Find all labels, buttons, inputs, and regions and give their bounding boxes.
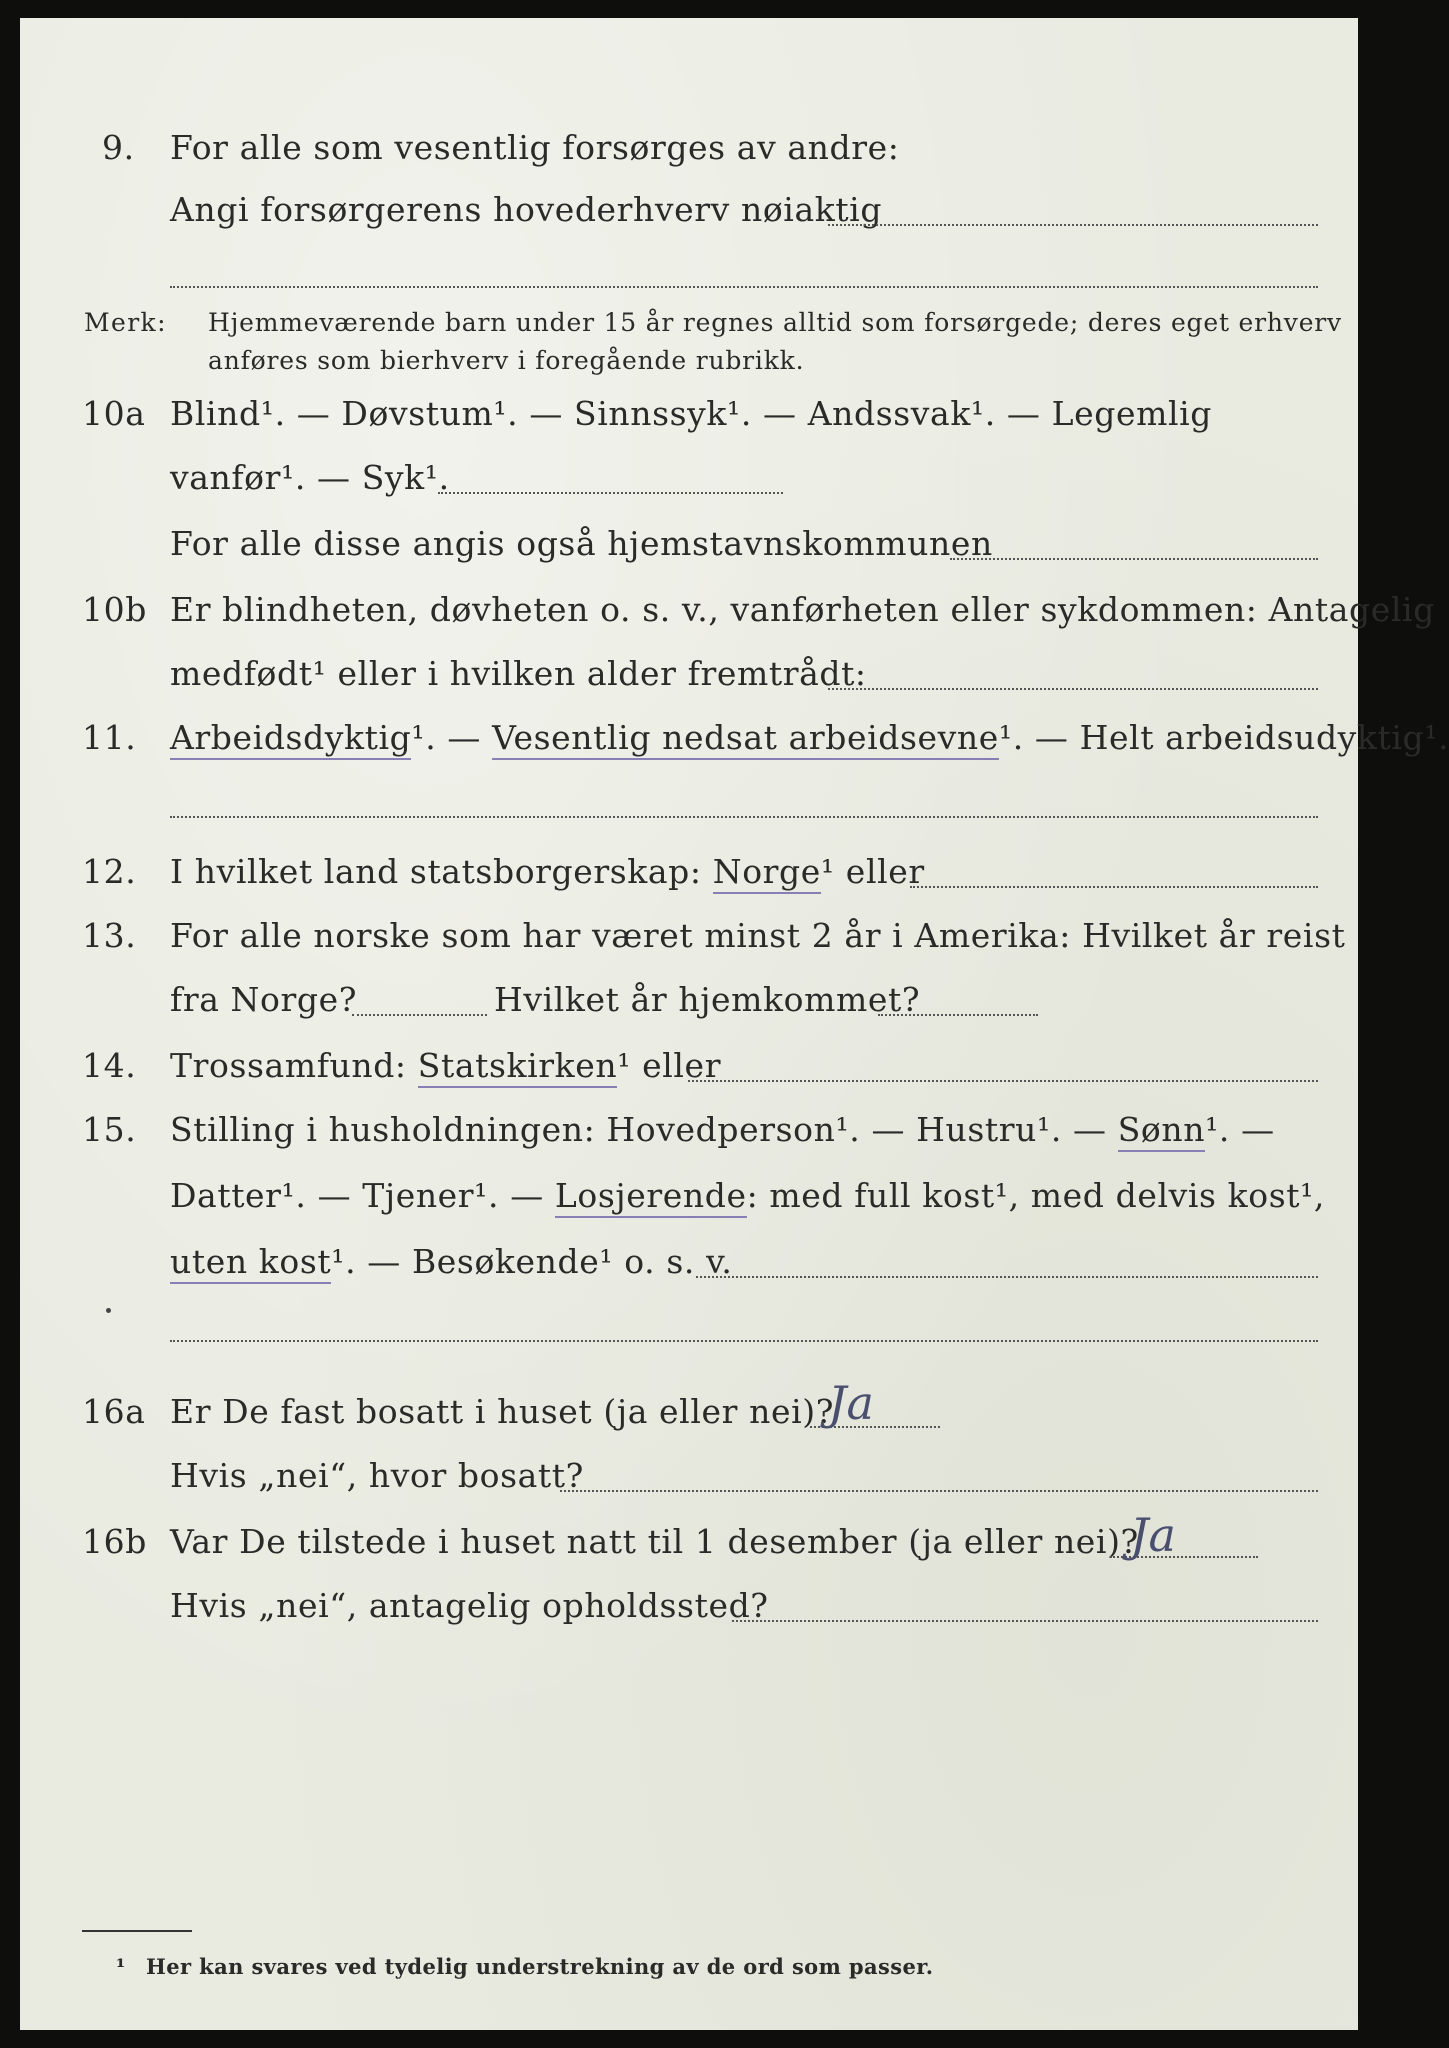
- q16a-line2: Hvis „nei“, hvor bosatt?: [170, 1456, 584, 1495]
- q15-line3b: ¹. — Besøkende¹ o. s. v.: [331, 1242, 733, 1281]
- q12-line: [170, 852, 925, 892]
- footnote-text: Her kan svares ved tydelig understrekning av de ord som passer.: [146, 1954, 934, 1979]
- q13-line2b: Hvilket år hjemkommet?: [494, 980, 921, 1019]
- q9-answer-line[interactable]: [828, 224, 1318, 226]
- q14-pre: Trossamfund:: [170, 1046, 418, 1085]
- q16b-whereabouts-line[interactable]: [732, 1620, 1318, 1622]
- q15-line3: [170, 1242, 732, 1282]
- q15-option-sonn[interactable]: Sønn: [1118, 1110, 1205, 1152]
- q11-number: 11.: [82, 718, 137, 757]
- q12-post: ¹ eller: [820, 852, 925, 891]
- q10b-line2: medfødt¹ eller i hvilken alder fremtrådt:: [170, 654, 867, 693]
- q10a-number: 10a: [82, 394, 146, 433]
- q14-option-statskirken[interactable]: Statskirken: [418, 1046, 617, 1088]
- q10a-answer-line[interactable]: [438, 492, 783, 494]
- q9-line1: For alle som vesentlig forsørges av andre:: [170, 128, 900, 167]
- q15-line1b: ¹. —: [1205, 1110, 1275, 1149]
- q11-option-nedsat[interactable]: Vesentlig nedsat arbeidsevne: [492, 718, 999, 760]
- q12-pre: I hvilket land statsborgerskap:: [170, 852, 713, 891]
- q13-number: 13.: [82, 916, 137, 955]
- q10b-number: 10b: [82, 590, 147, 629]
- q15-answer-line-2[interactable]: [170, 1340, 1318, 1342]
- merk-label: Merk:: [84, 308, 167, 337]
- q13-line2a: fra Norge?: [170, 980, 358, 1019]
- q15-option-losjerende[interactable]: Losjerende: [555, 1176, 747, 1218]
- q16a-line1: Er De fast bosatt i huset (ja eller nei)?: [170, 1392, 834, 1431]
- q11-rest: ¹. — Helt arbeidsudyktig¹.: [998, 718, 1449, 757]
- q13-line1: For alle norske som har været minst 2 år i Amerika: Hvilket år reist: [170, 916, 1346, 955]
- footnote-rule: [82, 1930, 192, 1932]
- q15-option-uten-kost[interactable]: uten kost: [170, 1242, 331, 1284]
- q10a-line1: Blind¹. — Døvstum¹. — Sinnssyk¹. — Andssvak¹. — Legemlig: [170, 394, 1213, 433]
- q15-number: 15.: [82, 1110, 137, 1149]
- q12-option-norge[interactable]: Norge: [713, 852, 821, 894]
- q10b-line1: Er blindheten, døvheten o. s. v., vanførheten eller sykdommen: Antagelig: [170, 590, 1435, 629]
- q10a-line2: vanfør¹. — Syk¹.: [170, 458, 450, 497]
- q9-answer-line-2[interactable]: [170, 286, 1318, 288]
- merk-line1: Hjemmeværende barn under 15 år regnes alltid som forsørgede; deres eget erhverv: [208, 308, 1342, 337]
- q15-line2b: : med full kost¹, med delvis kost¹,: [746, 1176, 1326, 1215]
- q10a-hometown-line[interactable]: [950, 558, 1318, 560]
- q15-answer-line[interactable]: [696, 1276, 1318, 1278]
- q16a-handwritten-answer: Ja: [828, 1376, 874, 1430]
- q15-line2a: Datter¹. — Tjener¹. —: [170, 1176, 555, 1215]
- q16b-line2: Hvis „nei“, antagelig opholdssted?: [170, 1586, 769, 1625]
- census-form-page: [20, 18, 1449, 2030]
- q12-answer-line[interactable]: [910, 886, 1318, 888]
- q11-line: [170, 718, 1449, 758]
- q16a-number: 16a: [82, 1392, 146, 1431]
- q16b-handwritten-answer: Ja: [1130, 1508, 1176, 1562]
- q13-departure-line[interactable]: [352, 1014, 487, 1016]
- q16a-residence-line[interactable]: [560, 1490, 1318, 1492]
- q14-number: 14.: [82, 1046, 137, 1085]
- q13-return-line[interactable]: [878, 1014, 1038, 1016]
- q12-number: 12.: [82, 852, 137, 891]
- q15-line1: [170, 1110, 1275, 1150]
- merk-line2: anføres som bierhverv i foregående rubrikk.: [208, 346, 805, 375]
- q9-line2: Angi forsørgerens hovederhverv nøiaktig: [170, 190, 883, 229]
- footnote-mark: ¹: [116, 1954, 126, 1979]
- stray-mark: [106, 1308, 111, 1313]
- q11-sep: ¹. —: [411, 718, 493, 757]
- q15-line1a: Stilling i husholdningen: Hovedperson¹. — Hustru¹. —: [170, 1110, 1118, 1149]
- q11-option-arbeidsdyktig[interactable]: Arbeidsdyktig: [170, 718, 411, 760]
- q10a-line3: For alle disse angis også hjemstavnskommunen: [170, 524, 993, 563]
- q16b-line1: Var De tilstede i huset natt til 1 desember (ja eller nei)?: [170, 1522, 1139, 1561]
- q9-number: 9.: [102, 128, 135, 167]
- q15-line2: [170, 1176, 1325, 1216]
- q14-line: [170, 1046, 721, 1086]
- q10b-answer-line[interactable]: [828, 688, 1318, 690]
- q14-post: ¹ eller: [617, 1046, 722, 1085]
- q14-answer-line[interactable]: [688, 1080, 1318, 1082]
- q16b-number: 16b: [82, 1522, 147, 1561]
- q11-answer-line[interactable]: [170, 816, 1318, 818]
